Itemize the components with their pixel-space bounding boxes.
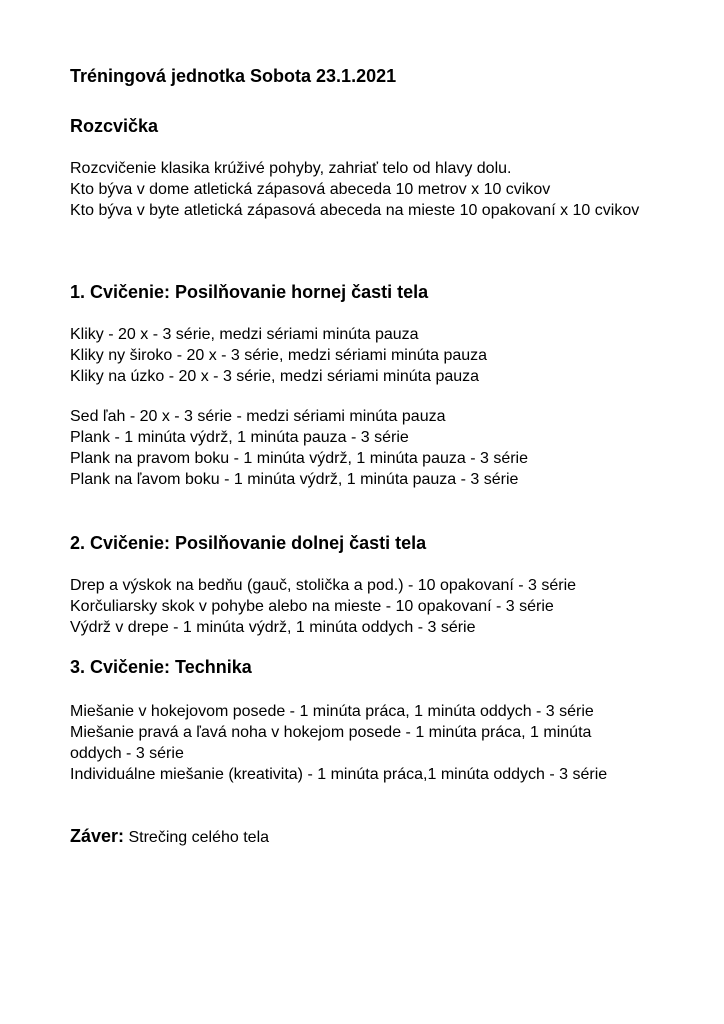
exercise-line: Sed ľah - 20 x - 3 série - medzi sériami minúta pauza (70, 408, 446, 425)
exercise-line: Plank na ľavom boku - 1 minúta výdrž, 1 minúta pauza - 3 série (70, 471, 519, 488)
page-title: Tréningová jednotka Sobota 23.1.2021 (70, 66, 397, 86)
exercise-line: Kliky - 20 x - 3 série, medzi sériami minúta pauza (70, 326, 419, 343)
exercise-line: Korčuliarsky skok v pohybe alebo na mieste - 10 opakovaní - 3 série (70, 598, 554, 615)
exercise3-heading: 3. Cvičenie: Technika (70, 657, 252, 677)
closing-text: Strečing celého tela (128, 829, 270, 846)
exercise-line: Kliky na úzko - 20 x - 3 série, medzi sériami minúta pauza (70, 368, 480, 385)
exercise1-group2 (70, 406, 670, 490)
exercise-line: Plank - 1 minúta výdrž, 1 minúta pauza - 3 série (70, 429, 409, 446)
warmup-line: Rozcvičenie klasika krúživé pohyby, zahriať telo od hlavy dolu. (70, 160, 512, 177)
warmup-heading: Rozcvička (70, 116, 159, 136)
exercise3-text (70, 701, 670, 785)
exercise-line: Miešanie v hokejovom posede - 1 minúta práca, 1 minúta oddych - 3 série (70, 703, 594, 720)
exercise2-text (70, 575, 670, 638)
exercise-line: Kliky ny široko - 20 x - 3 série, medzi sériami minúta pauza (70, 347, 488, 364)
warmup-line: Kto býva v byte atletická zápasová abeceda na mieste 10 opakovaní x 10 cvikov (70, 202, 640, 219)
exercise-line: Individuálne miešanie (kreativita) - 1 minúta práca,1 minúta oddych - 3 série (70, 766, 608, 783)
exercise-line: Plank na pravom boku - 1 minúta výdrž, 1 minúta pauza - 3 série (70, 450, 528, 467)
exercise2-heading: 2. Cvičenie: Posilňovanie dolnej časti tela (70, 533, 427, 553)
exercise-line: Výdrž v drepe - 1 minúta výdrž, 1 minúta oddych - 3 série (70, 619, 476, 636)
exercise-line: Miešanie pravá a ľavá noha v hokejom posede - 1 minúta práca, 1 minúta oddych - 3 série (70, 724, 592, 762)
exercise1-heading: 1. Cvičenie: Posilňovanie hornej časti tela (70, 282, 429, 302)
closing-line (70, 826, 269, 847)
warmup-text (70, 158, 670, 221)
warmup-line: Kto býva v dome atletická zápasová abeceda 10 metrov x 10 cvikov (70, 181, 551, 198)
exercise-line: Drep a výskok na bedňu (gauč, stolička a pod.) - 10 opakovaní - 3 série (70, 577, 577, 594)
closing-label: Záver: (70, 826, 125, 846)
exercise1-group1 (70, 324, 670, 387)
